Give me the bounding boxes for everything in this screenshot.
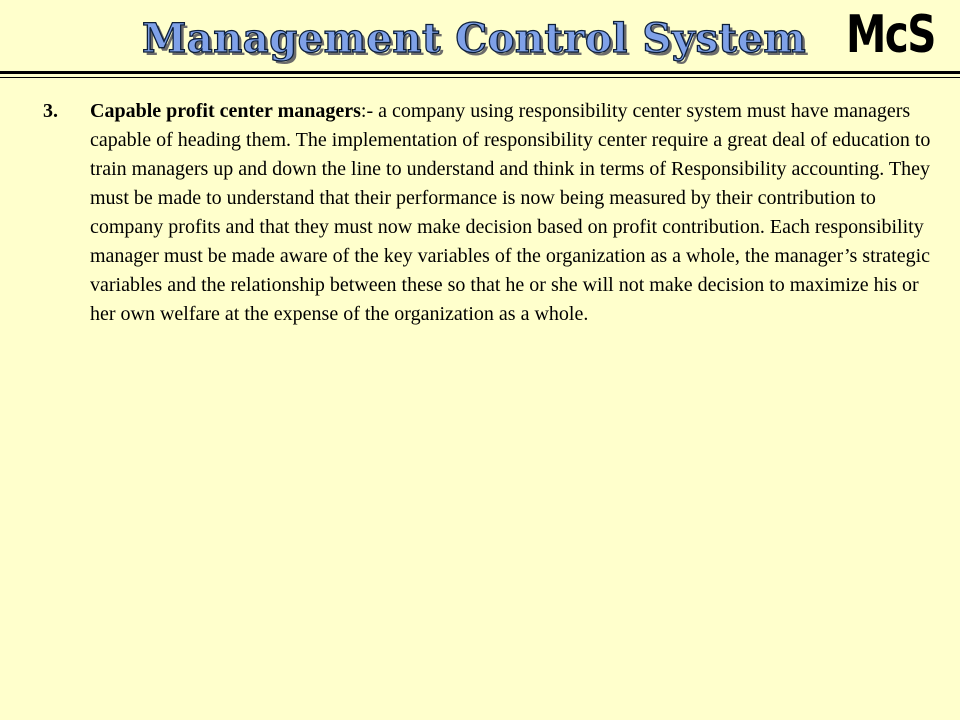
header-divider-thick xyxy=(0,71,960,74)
item-body: a company using responsibility center system must have managers capable of heading them. The implementation of responsibility center require a great deal of education to train managers up and down the line to understand and think in terms of Responsibility accounting. They must be made to understand that their performance is now being measured by their contribution to company profits and that they must now make decision based on profit contribution. Each responsibility manager must be made aware of the key variables of the organization as a whole, the manager’s strategic variables and the relationship between these so that he or she will not make decision to maximize his or her own welfare at the expense of the organization as a whole. xyxy=(90,100,931,325)
item-content xyxy=(90,97,943,329)
list-item xyxy=(43,97,943,329)
mcs-logo: McS xyxy=(846,5,935,65)
item-number: 3. xyxy=(43,100,58,122)
item-separator: :- xyxy=(360,100,379,122)
item-heading: Capable profit center managers xyxy=(90,100,361,122)
header-divider-thin xyxy=(0,77,960,78)
slide-body xyxy=(43,97,943,329)
slide-title: Management Control System xyxy=(142,15,807,62)
